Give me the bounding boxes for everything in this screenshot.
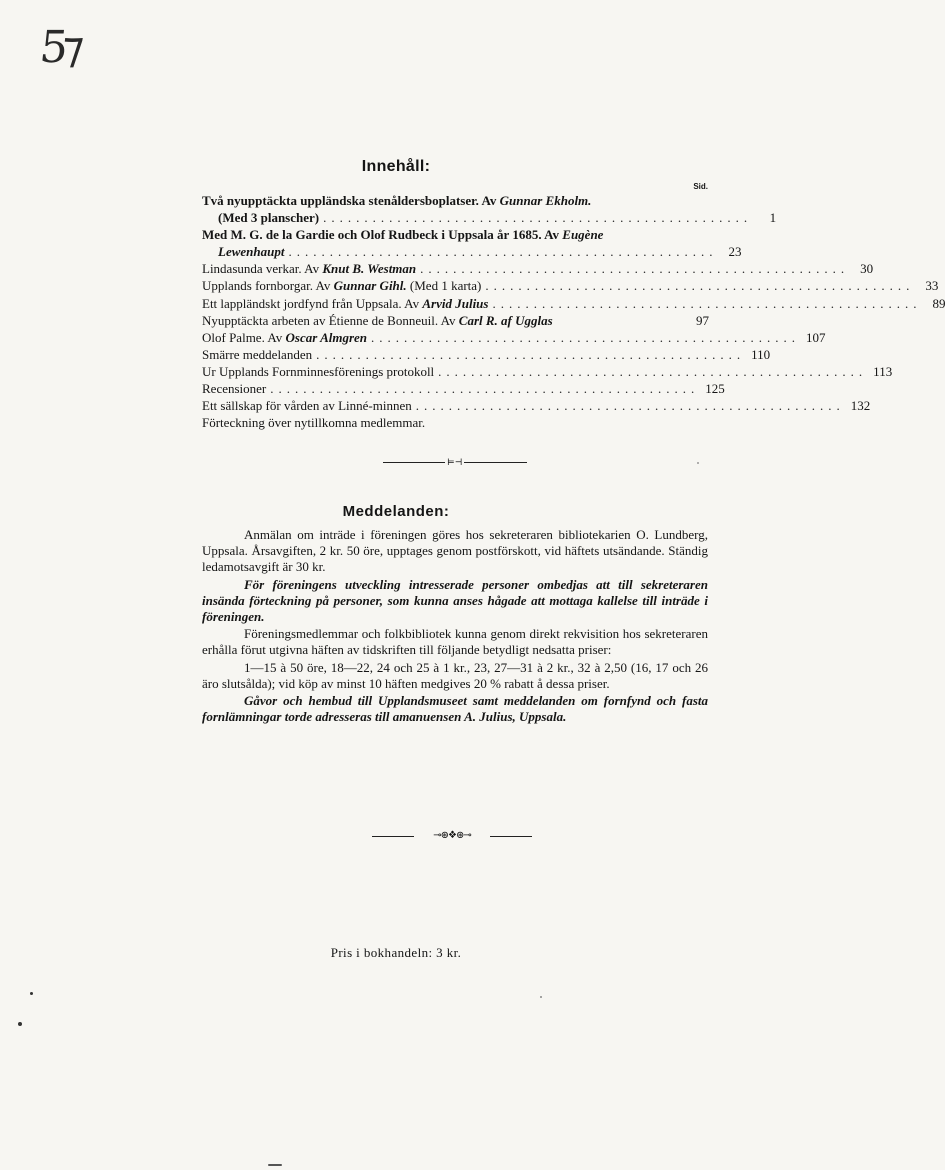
toc-entry-author: Gunnar Gihl. — [333, 278, 407, 294]
toc-entry-page: 89 — [932, 295, 945, 311]
toc-entry-page: 33 — [925, 278, 939, 294]
toc-entry-author: Lewenhaupt — [218, 244, 285, 260]
toc-entry-title: Lindasunda verkar. Av Knut B. Westman — [202, 261, 417, 277]
divider-ornament — [383, 457, 527, 467]
toc-entry-title: Upplands fornborgar. Av Gunnar Gihl. (Med 1 karta) — [202, 278, 482, 294]
toc-entry-page: 125 — [705, 381, 725, 397]
toc-entry-page: 97 — [696, 312, 709, 328]
toc-entry — [202, 192, 709, 209]
table-of-contents — [202, 192, 945, 431]
toc-entry-author: Oscar Almgren — [285, 329, 368, 345]
toc-entry: Lindasunda verkar. Av Knut B. Westman .................................................... 30 — [202, 261, 874, 277]
ink-speck — [18, 1022, 22, 1026]
ink-speck — [268, 1164, 282, 1166]
toc-entry-author: Gunnar Ekholm. — [499, 193, 592, 208]
toc-entry — [202, 226, 709, 243]
notice-paragraph-italic: För föreningens utveckling intresserade personer ombedjas att till sekreteraren insända förteckning på personer, som kunna anses hågade att mottaga kallelse till inträde i föreningen. — [202, 576, 708, 625]
toc-entry-title: Ett lappländskt jordfynd från Uppsala. Av Arvid Julius — [202, 295, 489, 311]
toc-entry: Recensioner .................................................... 125 — [202, 381, 725, 397]
toc-entry-title: Recensioner — [202, 381, 267, 397]
toc-entry-title: Ur Upplands Fornminnesförenings protokoll — [202, 363, 435, 379]
handwritten-mark: 5⁊ — [37, 22, 81, 73]
toc-entry-continuation: (Med 3 planscher) .................................................... 1 — [218, 210, 777, 226]
page-column-label: Sid. — [693, 182, 708, 191]
toc-entry-author: Knut B. Westman — [322, 261, 417, 277]
toc-entry-page: 107 — [806, 329, 826, 345]
toc-entry: Ur Upplands Fornminnesförenings protokoll .................................................... 113 — [202, 363, 893, 379]
toc-entry-title: Förteckning över nytillkomna medlemmar. — [202, 415, 426, 431]
contents-title: Innehåll: — [361, 158, 431, 175]
notice-paragraph: 1—15 à 50 öre, 18—22, 24 och 25 à 1 kr., 23, 27—31 à 2 kr., 32 à 2,50 (16, 17 och 26 äro slutsålda); vid köp av minst 10 häften medgives 20 % rabatt å dessa priser. — [202, 659, 708, 691]
toc-entry: Ett lappländskt jordfynd från Uppsala. Av Arvid Julius .................................................... 89 — [202, 295, 945, 311]
notices-body — [202, 527, 708, 726]
divider-glyph: ⊨⊣ — [447, 457, 463, 467]
toc-entry-title: Olof Palme. Av Oscar Almgren — [202, 329, 368, 345]
toc-entry: Ett sällskap för vården av Linné-minnen .................................................... 132 — [202, 398, 871, 414]
end-ornament-glyph: ⊸⊛❖⊛⊸ — [433, 830, 471, 841]
toc-entry-title: Med M. G. de la Gardie och Olof Rudbeck i Uppsala år 1685. Av Eugène — [202, 227, 604, 243]
section-title: Meddelanden: — [342, 503, 450, 520]
toc-entry — [202, 414, 709, 431]
notice-paragraph: Föreningsmedlemmar och folkbibliotek kunna genom direkt rekvisition hos sekreteraren erhålla förut utgivna häften av tidskriften till följande betydligt nedsatta priser: — [202, 626, 708, 658]
toc-entry-cont-text: (Med 3 planscher) — [218, 210, 320, 226]
toc-entry-author: Eugène — [562, 227, 604, 243]
ink-speck — [697, 462, 699, 464]
toc-entry-title: Två nyupptäckta uppländska stenåldersboplatser. Av Gunnar Ekholm. — [202, 193, 592, 208]
ink-speck — [30, 992, 33, 995]
toc-entry-continuation: Lewenhaupt .................................................... 23 — [218, 244, 742, 260]
toc-entry-author: Carl R. af Ugglas — [458, 312, 553, 328]
toc-entry: Upplands fornborgar. Av Gunnar Gihl. (Med 1 karta) .................................................... 33 — [202, 278, 939, 294]
toc-entry: Olof Palme. Av Oscar Almgren .................................................... 107 — [202, 329, 826, 345]
notice-paragraph: Anmälan om inträde i föreningen göres hos sekreteraren bibliotekarien O. Lundberg, Uppsala. Årsavgiften, 2 kr. 50 öre, upptages genom postförskott, vid häftets utsändande. Ständig ledamotsavgift är 30 kr. — [202, 527, 708, 575]
end-ornament — [372, 830, 532, 841]
ink-speck — [540, 996, 542, 998]
toc-entry: Smärre meddelanden .................................................... 110 — [202, 346, 771, 362]
toc-entry — [202, 312, 709, 329]
toc-entry-page: 1 — [769, 210, 777, 226]
toc-entry-page: 110 — [751, 346, 771, 362]
toc-entry-page: 30 — [860, 261, 874, 277]
notice-paragraph-italic: Gåvor och hembud till Upplandsmuseet samt meddelanden om fornfynd och fasta fornlämningar torde adresseras till amanuensen A. Julius, Uppsala. — [202, 693, 708, 725]
toc-entry-title: Ett sällskap för vården av Linné-minnen — [202, 398, 412, 414]
toc-entry-title: Nyupptäckta arbeten av Étienne de Bonneuil. Av Carl R. af Ugglas — [202, 312, 553, 328]
toc-entry-page: 132 — [850, 398, 871, 414]
toc-entry-page: 23 — [728, 244, 742, 260]
toc-entry-page: 113 — [873, 363, 893, 379]
toc-entry-title: Smärre meddelanden — [202, 346, 313, 362]
toc-entry-author: Arvid Julius — [422, 295, 489, 311]
price-line: Pris i bokhandeln: 3 kr. — [330, 945, 462, 960]
